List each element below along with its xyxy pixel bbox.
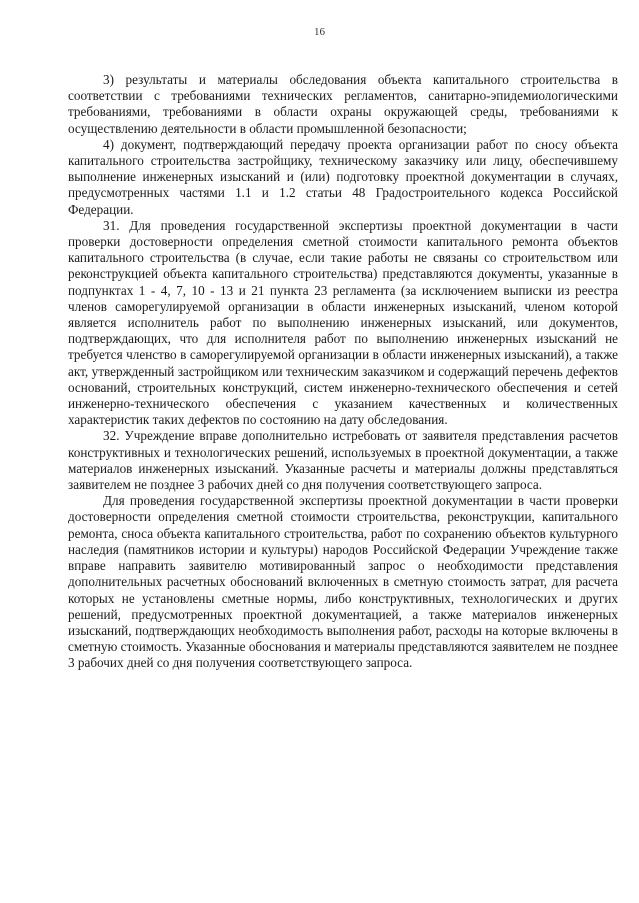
paragraph-clause-31: 31. Для проведения государственной экспертизы проектной документации в части проверки достоверности определения сметной стоимости капитального ремонта объектов капитального строительства (в случае, если такие работы не связаны со строительством или реконструкцией объекта капитального строительства) представляются документы, указанные в подпунктах 1 - 4, 7, 10 - 13 и 21 пункта 23 регламента (за исключением выписки из реестра членов саморегулируемой организации в области инженерных изысканий, членом которой является исполнитель работ по выполнению инженерных изысканий, или документов, подтверждающих, что для исполнителя работ по выполнению инженерных изысканий не требуется членство в саморегулируемой организации в области инженерных изысканий), а также акт, утвержденный застройщиком или техническим заказчиком и содержащий перечень дефектов оснований, строительных конструкций, систем инженерно-технического обеспечения и сетей инженерно-технического обеспечения с указанием качественных и количественных характеристик таких дефектов по состоянию на дату обследования. (68, 217, 618, 428)
paragraph-additional-request: Для проведения государственной экспертизы проектной документации в части проверки достоверности определения сметной стоимости строительства, реконструкции, капитального ремонта, сноса объекта капитального строительства, работ по сохранению объектов культурного наследия (памятников истории и культуры) народов Российской Федерации Учреждение также вправе направить заявителю мотивированный запрос о необходимости представления дополнительных расчетных обоснований включенных в сметную стоимость затрат, для расчета которых не установлены сметные нормы, либо конструктивных, технологических и других решений, предусмотренных проектной документацией, а также материалов инженерных изысканий, подтверждающих необходимость выполнения работ, расходы на которые включены в сметную стоимость. Указанные обоснования и материалы представляются заявителем не позднее 3 рабочих дней со дня получения соответствующего запроса. (68, 493, 618, 671)
paragraph-item-3: 3) результаты и материалы обследования объекта капитального строительства в соответствии с требованиями технических регламентов, санитарно-эпидемиологическими требованиями, требованиями в области охраны окружающей среды, требованиями к осуществлению деятельности в области промышленной безопасности; (68, 72, 618, 136)
paragraph-item-4: 4) документ, подтверждающий передачу проекта организации работ по сносу объекта капитального строительства застройщику, техническому заказчику или лицу, обеспечившему выполнение инженерных изысканий и (или) подготовку проектной документации в случаях, предусмотренных частями 1.1 и 1.2 статьи 48 Градостроительного кодекса Российской Федерации. (68, 136, 618, 217)
document-body (68, 72, 618, 672)
paragraph-clause-32: 32. Учреждение вправе дополнительно истребовать от заявителя представления расчетов конструктивных и технологических решений, используемых в проектной документации, а также материалов инженерных изысканий. Указанные расчеты и материалы должны представляться заявителем не позднее 3 рабочих дней со дня получения соответствующего запроса. (68, 428, 618, 493)
page-number: 16 (314, 26, 325, 38)
